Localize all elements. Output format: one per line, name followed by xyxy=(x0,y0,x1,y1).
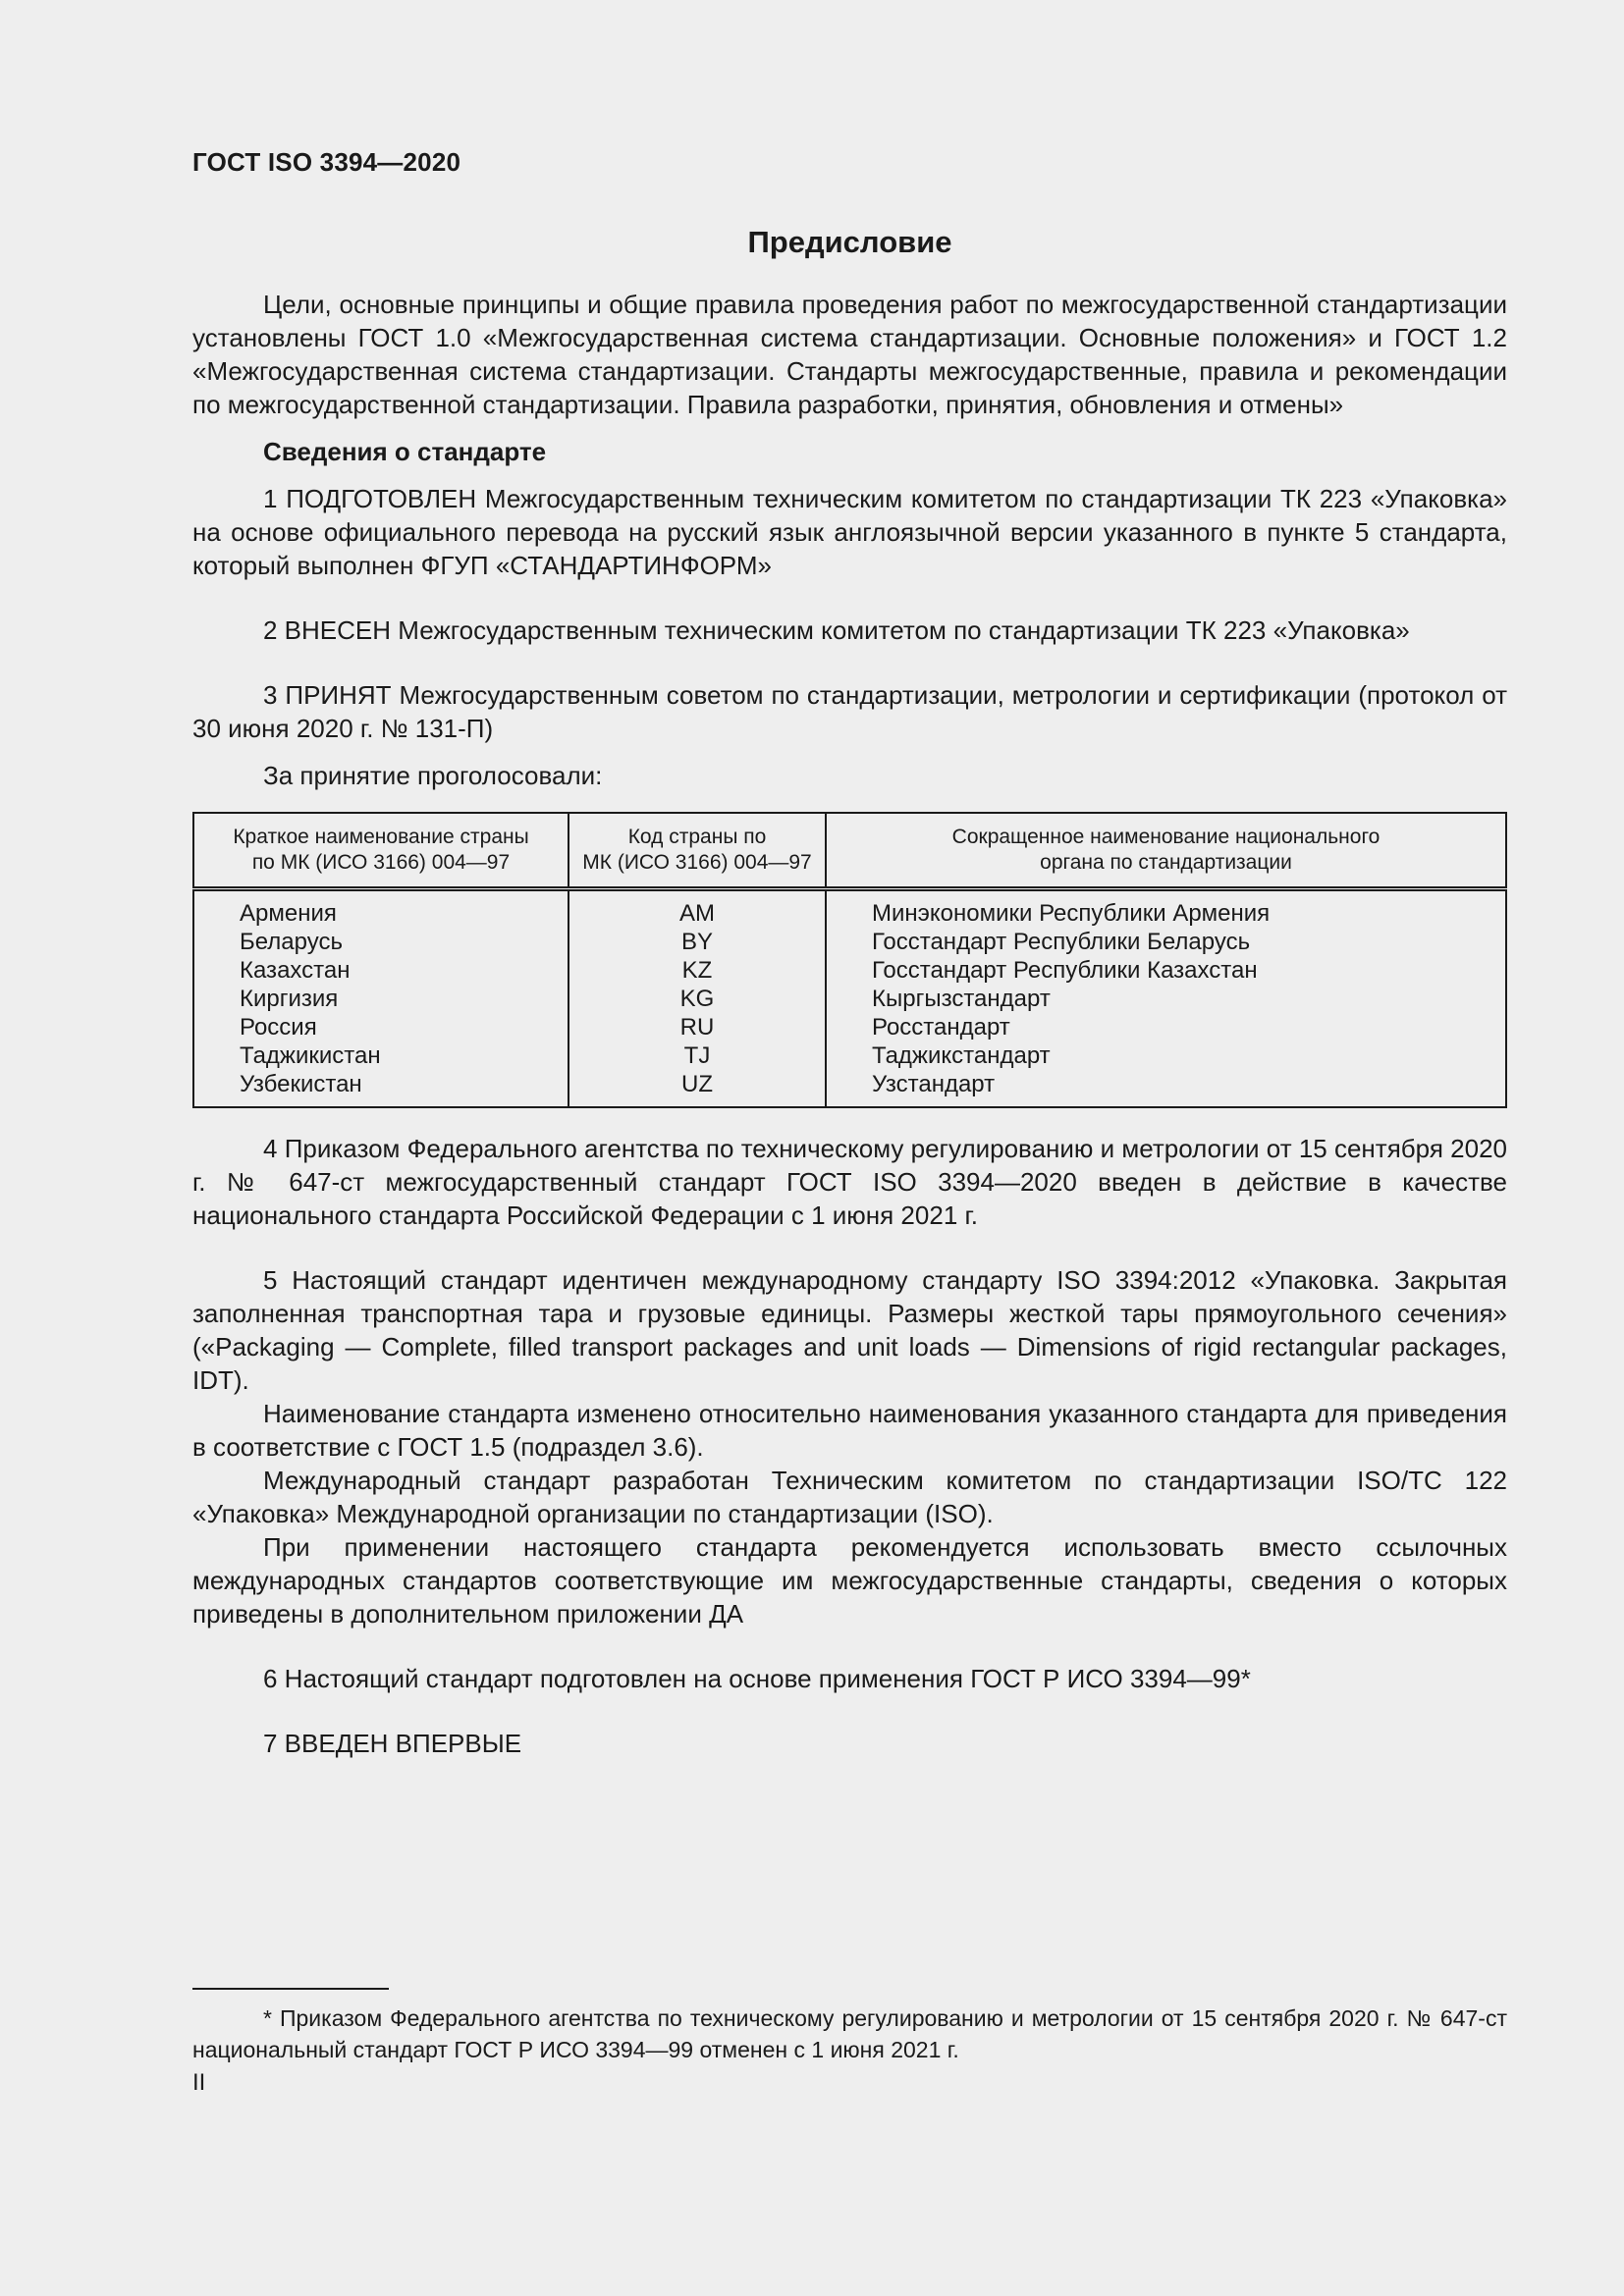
item-5-rename-note: Наименование стандарта изменено относительно наименования указанного стандарта для приведения в соответствие с ГОСТ 1.5 (подраздел 3.6). xyxy=(192,1399,1507,1462)
code-column xyxy=(568,889,826,1108)
item-5-paragraph: 5 Настоящий стандарт идентичен международному стандарту ISO 3394:2012 «Упаковка. Закрытая заполненная транспортная тара и грузовые единицы. Размеры жесткой тары прямоугольного сечения» («Packaging — Complete, filled transport packages and unit loads — Dimensions of rigid rectangular packages, IDT). xyxy=(192,1265,1507,1395)
country-code: UZ xyxy=(681,1071,713,1097)
document-header: ГОСТ ISO 3394—2020 xyxy=(192,147,461,177)
country-name: Таджикистан xyxy=(240,1042,381,1069)
table-header-row xyxy=(193,813,1506,889)
standards-body: Госстандарт Республики Казахстан xyxy=(872,957,1258,984)
section-subheading: Сведения о стандарте xyxy=(263,437,547,466)
item-7-paragraph: 7 ВВЕДЕН ВПЕРВЫЕ xyxy=(263,1729,522,1758)
country-code: KG xyxy=(679,986,715,1012)
header-country: Краткое наименование страны по МК (ИСО 3166) 004—97 xyxy=(193,813,568,889)
item-4-paragraph: 4 Приказом Федерального агентства по техническому регулированию и метрологии от 15 сентября 2020 г. № 647-ст межгосударственный стандарт ГОСТ ISO 3394—2020 введен в действие в качестве национального стандарта Российской Федерации с 1 июня 2021 г. xyxy=(192,1134,1507,1230)
standards-body: Таджикстандарт xyxy=(872,1042,1051,1069)
country-name: Киргизия xyxy=(240,986,339,1012)
country-code: AM xyxy=(679,900,715,927)
header-code: Код страны по МК (ИСО 3166) 004—97 xyxy=(568,813,826,889)
standards-body: Госстандарт Республики Беларусь xyxy=(872,929,1251,955)
voted-label: За принятие проголосовали: xyxy=(263,761,603,790)
item-5-reference-note: При применении настоящего стандарта рекомендуется использовать вместо ссылочных международных стандартов соответствующие им межгосударственные стандарты, сведения о которых приведены в дополнительном приложении ДА xyxy=(192,1532,1507,1629)
country-code: BY xyxy=(680,929,713,955)
footnote-divider xyxy=(192,1988,389,1990)
standards-body: Узстандарт xyxy=(872,1071,996,1097)
item-6-paragraph: 6 Настоящий стандарт подготовлен на основе применения ГОСТ Р ИСО 3394—99* xyxy=(263,1664,1251,1693)
preface-content xyxy=(192,288,1507,1760)
body-column xyxy=(826,889,1506,1108)
item-3-paragraph: 3 ПРИНЯТ Межгосударственным советом по стандартизации, метрологии и сертификации (протокол от 30 июня 2020 г. № 131-П) xyxy=(192,680,1507,743)
standards-body: Минэкономики Республики Армения xyxy=(872,900,1271,927)
country-code: KZ xyxy=(681,957,713,984)
intro-paragraph: Цели, основные принципы и общие правила проведения работ по межгосударственной стандартизации установлены ГОСТ 1.0 «Межгосударственная система стандартизации. Основные положения» и ГОСТ 1.2 «Межгосударственная система стандартизации. Стандарты межгосударственные, правила и рекомендации по межгосударственной стандартизации. Правила разработки, принятия, обновления и отмены» xyxy=(192,290,1507,419)
page-number: II xyxy=(192,2069,206,2096)
country-name: Узбекистан xyxy=(240,1071,362,1097)
item-2-paragraph: 2 ВНЕСЕН Межгосударственным техническим комитетом по стандартизации ТК 223 «Упаковка» xyxy=(263,615,1410,645)
country-name: Беларусь xyxy=(240,929,343,955)
country-column xyxy=(193,889,568,1108)
table-row xyxy=(193,889,1506,1108)
country-code: TJ xyxy=(683,1042,711,1069)
country-name: Россия xyxy=(240,1014,317,1041)
standards-body: Кыргызстандарт xyxy=(872,986,1051,1012)
item-1-paragraph: 1 ПОДГОТОВЛЕН Межгосударственным техническим комитетом по стандартизации ТК 223 «Упаковка» на основе официального перевода на русский язык англоязычной версии указанного в пункте 5 стандарта, который выполнен ФГУП «СТАНДАРТИНФОРМ» xyxy=(192,484,1507,580)
standards-body: Росстандарт xyxy=(872,1014,1010,1041)
item-5-developer-note: Международный стандарт разработан Техническим комитетом по стандартизации ISO/TC 122 «Упаковка» Международной организации по стандартизации (ISO). xyxy=(192,1466,1507,1528)
page-title: Предисловие xyxy=(747,225,952,259)
header-body: Сокращенное наименование национального органа по стандартизации xyxy=(826,813,1506,889)
footnote: * Приказом Федерального агентства по техническому регулированию и метрологии от 15 сентября 2020 г. № 647-ст национальный стандарт ГОСТ Р ИСО 3394—99 отменен с 1 июня 2021 г. xyxy=(192,2005,1507,2062)
country-name: Казахстан xyxy=(240,957,351,984)
voting-members-table xyxy=(192,812,1507,1108)
country-code: RU xyxy=(679,1014,715,1041)
country-name: Армения xyxy=(240,900,337,927)
